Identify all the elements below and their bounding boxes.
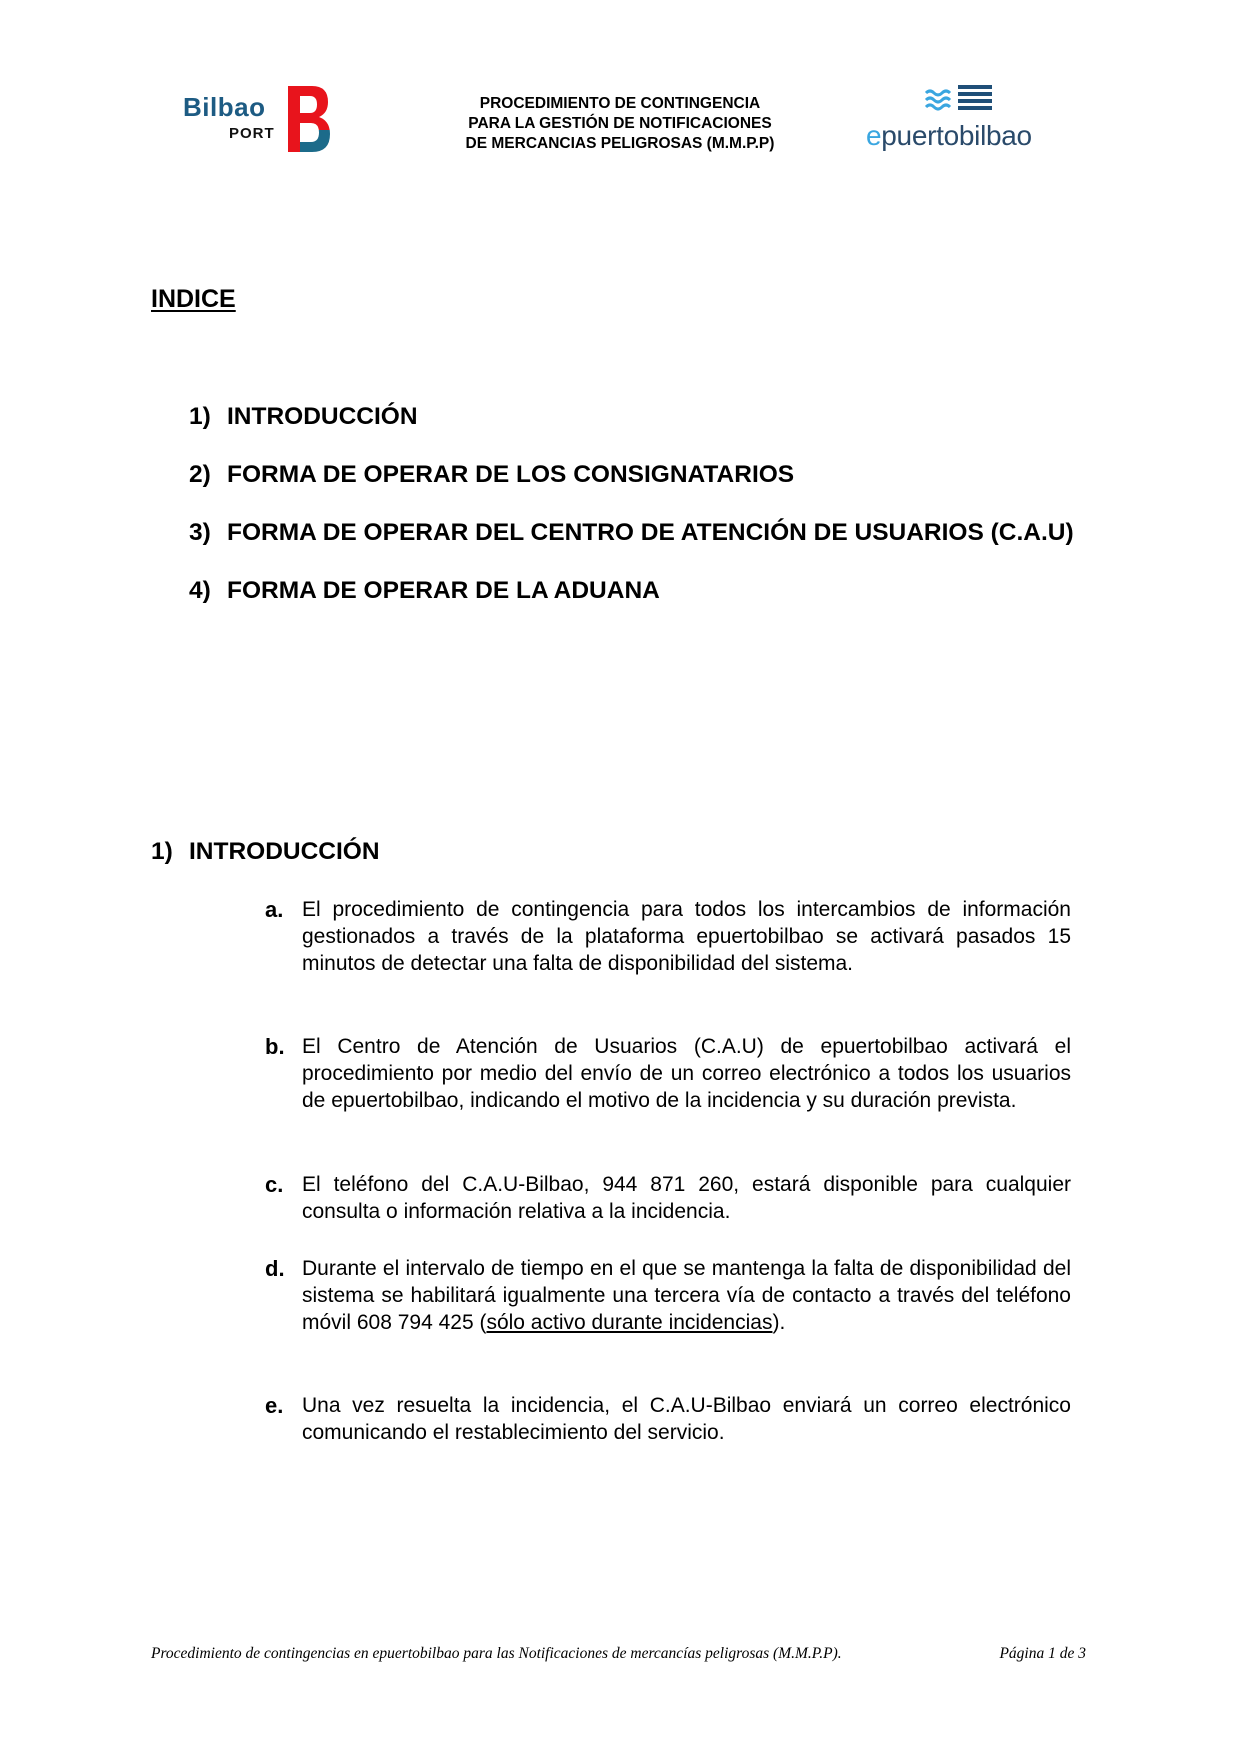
toc-item-label: FORMA DE OPERAR DE LOS CONSIGNATARIOS [227,461,795,488]
epuertobilbao-logo [866,84,1062,154]
list-item-letter: d. [265,1256,285,1281]
toc-item-label: FORMA DE OPERAR DEL CENTRO DE ATENCIÓN DE USUARIOS (C.A.U) [227,519,1074,546]
toc-item-number: 4) [189,577,211,604]
logo-port-text: PORT [229,125,275,142]
waves-icon [924,84,996,114]
list-item-text: El Centro de Atención de Usuarios (C.A.U) de epuertobilbao activará el procedimiento por medio del envío de un correo electrónico a todos los usuarios de epuertobilbao, indicando el motivo de la incidencia y su duración prevista. [302,1035,1071,1112]
list-item [265,1034,1071,1114]
page-number: Página 1 de 3 [999,1645,1086,1662]
index-title: INDICE [151,285,236,313]
toc-item-label: FORMA DE OPERAR DE LA ADUANA [227,577,660,604]
toc-item-number: 3) [189,519,211,546]
list-item-letter: c. [265,1172,284,1197]
list-item-letter: e. [265,1393,284,1418]
list-item [265,1256,1071,1336]
list-item-text: El teléfono del C.A.U-Bilbao, 944 871 260, estará disponible para cualquier consulta o información relativa a la incidencia. [302,1173,1071,1223]
list-item-text: Una vez resuelta la incidencia, el C.A.U-Bilbao enviará un correo electrónico comunicando el restablecimiento del servicio. [302,1394,1071,1444]
toc-item [189,577,660,605]
toc-item-label: INTRODUCCIÓN [227,403,418,430]
section-heading [151,838,380,866]
bilbao-b-mark-icon [288,86,330,152]
underlined-note: sólo activo durante incidencias [486,1310,773,1334]
bilbao-port-logo [183,86,333,154]
toc-item [189,461,794,489]
list-item-text: El procedimiento de contingencia para todos los intercambios de información gestionados a través de la plataforma epuertobilbao se activará pasados 15 minutos de detectar una falta de disponibilidad del sistema. [302,898,1071,975]
list-item-letter: a. [265,897,284,922]
section-title: INTRODUCCIÓN [189,838,380,865]
list-item-text: Durante el intervalo de tiempo en el que se mantenga la falta de disponibilidad del sistema se habilitará igualmente una tercera vía de contacto a través del teléfono móvil 608 794 425 (sólo activo durante incidencias). [302,1257,1071,1334]
header-title-line: PROCEDIMIENTO DE CONTINGENCIA [479,95,761,112]
toc-item [189,519,1074,547]
toc-item-number: 1) [189,403,211,430]
logo-epuertobilbao-text: epuertobilbao [866,120,1032,151]
list-item-letter: b. [265,1034,285,1059]
list-item [265,1393,1071,1447]
toc-item-number: 2) [189,461,211,488]
section-number: 1) [151,838,173,865]
list-item [265,897,1071,977]
header-title-line: DE MERCANCIAS PELIGROSAS (M.M.P.P) [465,135,775,152]
document-header-title [420,94,820,154]
header-title-line: PARA LA GESTIÓN DE NOTIFICACIONES [468,115,772,132]
list-item [265,1172,1071,1226]
toc-item [189,403,418,431]
logo-bilbao-text: Bilbao [183,92,266,122]
footer-document-title: Procedimiento de contingencias en epuertobilbao para las Notificaciones de mercancías peligrosas (M.M.P.P). [151,1645,842,1662]
